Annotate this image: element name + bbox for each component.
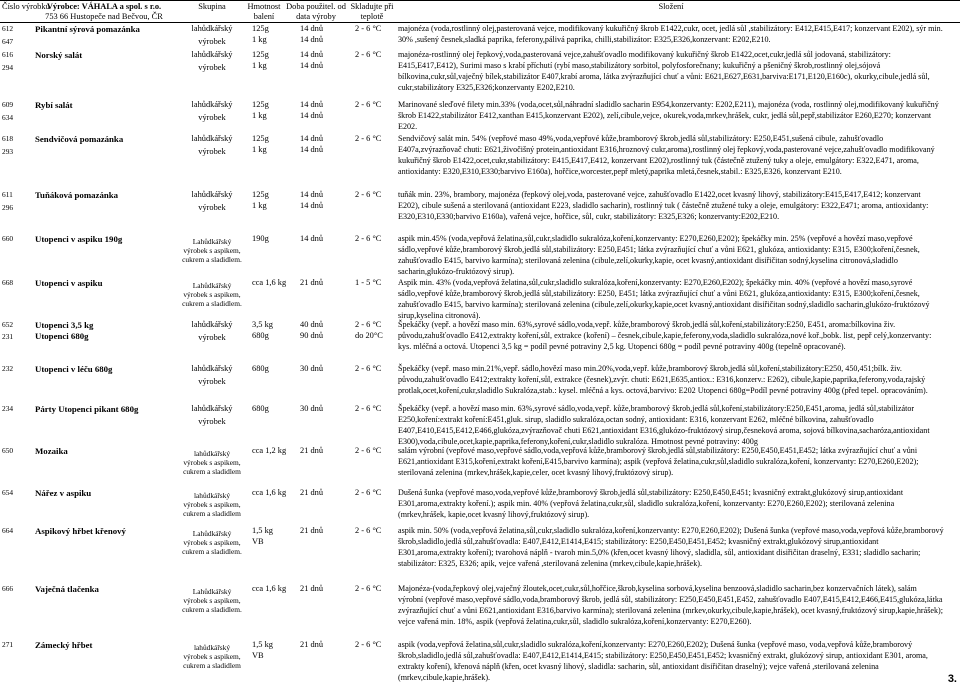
- product-storage-temp: 2 - 6 °C: [355, 24, 382, 33]
- product-storage-temp: 2 - 6 °C: [355, 234, 382, 243]
- product-ingredients: Špekáčky (vepř. maso min.21%,vepř. sádlo,hovězí maso min.20%,voda,vepř. kůže,bramborový škrob,jedlá sůl,koření,stabilizátory:E250, 450,451;bílk. živ. původu,zahušťovadlo E412;extrakty koření,sůl, extrakce (česnek),zvýr. chuti: E621,E635,antiox.: E316,konzerv.: E262), cibule,kapie,paprika,feferony,voda,rajský protlak,ocet,koření,cukr,sladidlo Sukralóza,stab.: kysel. mléčná a kys. octová,barvivo: E202 Utopenci 680g=Podíl pevné potraviny 400g (před tepel. opracováním).: [398, 364, 928, 395]
- product-ingredients: Špekáčky (vepř. a hovězí maso min. 63%,syrové sádlo,voda,vepř. kůže,bramborový škrob,jedlá sůl,koření,stabilizátory:E250,E451,aroma, jedlá sůl,stabilizátor E250,koření:extrakt koření:E451,gluk. sirup, sladidlo sukralóza,octan sodný, antioxidant: E316, konzervant E262, mléčné bílkovina, zahušťovadlo E407,E410,E415,E412,E466,glukóza,zvýrazňovač chuti E621,antioxidant E316,glukózo-fruktózový sirup,česneková aroma, sojová bílkovina,sacharóza,antioxidant E300),voda,cibule,ocet,kapie,paprika,feferony,koření,cukr,sladidlo sukralóza. Hmotnost pevné potraviny: 400g: [398, 404, 930, 446]
- product-code: 231: [2, 332, 14, 341]
- product-group: výrobek s aspikem,: [183, 458, 241, 467]
- product-code: 666: [2, 584, 14, 593]
- product-name: Pikantní sýrová pomazánka: [35, 24, 140, 34]
- product-group: výrobek s aspikem,: [183, 290, 241, 299]
- product-code: 611: [2, 190, 13, 199]
- product-group: Lahůdkářský: [192, 237, 232, 246]
- product-code: 652: [2, 320, 14, 329]
- product-name: Utopenci v léču 680g: [35, 364, 113, 374]
- product-weight: 1 kg: [252, 111, 267, 120]
- product-ingredients: Sendvičový salát min. 54% (vepřové maso 49%,voda,vepřové kůže,bramborový škrob,jedlá sůl,stabilizátory: E250,E451,sušená cibule, zahušťovadlo E407a,zvýrazňovač chuti: E621,živočišný protein,antioxidant E316,hroznový cukr,aroma),rostlinný olej řepkový,voda,pasterované vejce,zahušťovadlo modifikovaný kukuřičný škrob E1422,ocet,cukr,stabilizátory: E415,E417,E412, konzervant E202),rostlinný tuk (částečně ztužený tuky a oleje, emulgátory: E322,E471, aroma, antioxidanty: E320,E310,E330;barvivo E160a), hořčice,worcester,pepř mletý,paprika mletá,česnek,stabil.: E325,E326, konzervant E210.: [398, 134, 935, 176]
- header-code: Číslo výrobku: [2, 2, 50, 11]
- product-name: Sendvičová pomazánka: [35, 134, 124, 144]
- product-group: výrobek: [198, 63, 226, 72]
- product-weight: 1 kg: [252, 61, 267, 70]
- product-group: lahůdkářský: [193, 449, 231, 458]
- product-code: 616: [2, 50, 14, 59]
- product-group: lahůdkářský: [191, 190, 233, 199]
- product-name: Tuňáková pomazánka: [35, 190, 119, 200]
- product-name: Utopenci v aspiku 190g: [35, 234, 123, 244]
- product-shelf-life: 14 dnů: [300, 111, 324, 120]
- product-group: cukrem a sladidlem: [183, 509, 241, 518]
- product-shelf-life: 21 dnů: [300, 446, 324, 455]
- product-group: výrobek: [198, 417, 226, 426]
- page-number: 3.: [947, 673, 957, 685]
- header-bottom-rule: [0, 22, 960, 23]
- product-storage-temp: 2 - 6 °C: [355, 526, 382, 535]
- product-weight: 680g: [252, 404, 269, 413]
- product-code: 668: [2, 278, 14, 287]
- product-weight: 125g: [252, 24, 269, 33]
- product-weight: 1 kg: [252, 35, 267, 44]
- product-group: výrobek s aspikem,: [183, 246, 241, 255]
- product-group: výrobek: [198, 113, 226, 122]
- product-ingredients: Majonéza-(voda,řepkový olej,vaječný žloutek,ocet,cukr,sůl,hořčice,škrob,kyselina sorbová,kyselina benzoová,sladidlo sacharin,bez konzervačních látek), salám výrobní (vepřové maso,vepřové sádlo,voda,bramborový škrob, jedlá sůl, stabilizátory: E250,E450,E451,E452, zahušťovadlo E407,E415,E412,E466,E415,glukóza,látka zvýrazňující chuť a vůni E621,antioxidant E316,barvivo karmína); sterilovaná zelenina (mrkev,okurky,cibule,kapie,hrášek), ocet kvasný,fruktózový sirup,kapie,hrášek); vejce vařená min. 18%, aspik (vepřová želatina,cukr,sůl, sladidlo sukralóza,koření,konzervanty: E270,E260).: [398, 584, 943, 626]
- product-shelf-life: 21 dnů: [300, 278, 324, 287]
- product-storage-temp: 2 - 6 °C: [355, 584, 382, 593]
- header-group: Skupina: [198, 2, 226, 11]
- product-weight: 125g: [252, 100, 269, 109]
- product-group: cukrem a sladidlem.: [182, 299, 242, 308]
- product-shelf-life: 21 dnů: [300, 584, 324, 593]
- product-shelf-life: 14 dnů: [300, 145, 324, 154]
- product-code: 234: [2, 404, 14, 413]
- product-group: výrobek: [198, 377, 226, 386]
- product-group: lahůdkářský: [191, 364, 233, 373]
- product-storage-temp: 2 - 6 °C: [355, 488, 382, 497]
- product-ingredients: Dušená šunka (vepřové maso,voda,vepřové kůže,bramborový škrob,jedlá sůl,stabilizátory: E250,E450,E451; kvasničný extrakt,glukózový sirup,antioxidant E301,aroma,extrakty koření.); aspik min. 40% (vepřová želatina,cukr,sůl, sladidlo sukralóza,koření, konzervanty: E270,E260,E202); sterilovaná zelenina (mrkev,hrášek, kapie,ocet kvasný lihový,fruktózový sirup).: [398, 488, 904, 519]
- product-shelf-life: 14 dnů: [300, 35, 324, 44]
- product-shelf-life: 14 dnů: [300, 100, 324, 109]
- product-weight: 680g: [252, 331, 269, 340]
- product-weight: 125g: [252, 134, 269, 143]
- product-shelf-life: 14 dnů: [300, 50, 324, 59]
- product-code: 293: [2, 147, 14, 156]
- header-weight: Hmotnost balení: [247, 2, 281, 21]
- product-weight: cca 1,6 kg: [252, 584, 287, 593]
- product-name: Utopenci 3,5 kg: [35, 320, 94, 330]
- product-shelf-life: 14 dnů: [300, 190, 324, 199]
- product-group: lahůdkářský: [191, 320, 233, 329]
- product-weight: 125g: [252, 50, 269, 59]
- product-weight: 3,5 kg: [252, 320, 273, 329]
- header-storage: Skladujte při teplotě: [350, 2, 394, 21]
- product-ingredients: aspik min. 50% (voda,vepřová želatina,sůl,cukr,sladidlo sukralóza,koření,konzervanty: E270,E260,E202); Dušená šunka (vepřové maso,voda,vepřová kůže,bramborový škrob,sladidlo,jedlá sůl,zahušťovadla: E407,E412,E1414,E415; stabilizátory: E250,E450,E451,E452; kvasničný extrakt,glukózový sirup,antioxidant E301,aroma,extrakty koření); tvarohová náplň - tvaroh min.5,0% (křen,ocet kvasný lihový, sladidla, sůl, antioxidant disiřičitan draselný, E331; sladidlo sacharin; stabilizátor: E325, E326; apik, vejce vařená ,sterilovaná zelenina (mrkev,cibule,kapie,hrášek).: [398, 526, 944, 568]
- product-storage-temp: 2 - 6 °C: [355, 404, 382, 413]
- product-group: Lahůdkářský: [192, 281, 232, 290]
- product-code: 609: [2, 100, 14, 109]
- product-group: výrobek s aspikem,: [183, 596, 241, 605]
- product-group: lahůdkářský: [191, 100, 233, 109]
- product-shelf-life: 14 dnů: [300, 61, 324, 70]
- product-shelf-life: 21 dnů: [300, 526, 324, 535]
- product-code: 650: [2, 446, 14, 455]
- product-name: Utopenci v aspiku: [35, 278, 103, 288]
- product-shelf-life: 21 dnů: [300, 488, 324, 497]
- product-group: cukrem a sladidlem.: [182, 255, 242, 264]
- product-shelf-life: 14 dnů: [300, 234, 324, 243]
- product-code: 647: [2, 37, 14, 46]
- product-group: cukrem a sladidlem.: [182, 605, 242, 614]
- product-weight: 1 kg: [252, 201, 267, 210]
- product-group: cukrem a sladidlem.: [182, 547, 242, 556]
- product-group: výrobek s aspikem,: [183, 538, 241, 547]
- product-name: Párty Utopenci pikant 680g: [35, 404, 139, 414]
- product-group: výrobek: [198, 147, 226, 156]
- product-group: Lahůdkářský: [192, 529, 232, 538]
- product-ingredients: majonéza-rostlinný olej řepkový,voda,pasterovaná vejce,zahušťovadlo modifikovaný kukuřičný škrob E1422,ocet,cukr,jedlá sůl jodovaná, stabilizátory: E415,E417,E412), Surimi maso s krabí příchutí (rybí maso,stabilizátory sorbitol, polyfosforečnany; kukuřičný a pšeničný škrob,rostlinný olej,sójová bílkovina,cukr,sůl,vaječný bílek,stabilizátor E407,krabí aroma, látka zvýrazňující chuť a vůni: E621,E627,E631,barviva:E171,E120,E160c), okurky,cibule,jedlá sůl, cukr,stabilizátory E325,E326;konzervanty E202,E210.: [398, 50, 930, 92]
- product-shelf-life: 90 dnů: [300, 331, 324, 340]
- product-group: lahůdkářský: [191, 404, 233, 413]
- product-storage-temp: 2 - 6 °C: [355, 364, 382, 373]
- product-storage-temp: 2 - 6 °C: [355, 190, 382, 199]
- product-name: Rybí salát: [35, 100, 73, 110]
- product-name: Mozaika: [35, 446, 68, 456]
- product-ingredients: aspik min.45% (voda,vepřová želatina,sůl,cukr,sladidlo sukralóza,koření,konzervanty: E270,E260,E202); špekáčky min. 25% (vepřové a hovězí maso,vepřové sádlo,vepřové kůže,bramborový škrob,jedlá sůl,stabilizátory: E250,E451; látka zvýrazňující chuť a vůni E621, glukóza, antioxidanty: E315, E300;koření,česnek, zahušťovadlo E415, barvivo karmína); sterilovaná zelenina (cibule,zelí,okurky,kapie, ocet kvasný,antioxidant disiřičitan sodný,kyselina citronová,sladidlo sacharin,glukózo-fruktózový sirup).: [398, 234, 920, 276]
- product-name: Utopenci 680g: [35, 331, 89, 341]
- product-weight: 1,5 kg: [252, 526, 273, 535]
- product-ingredients: tuňák min. 23%, brambory, majonéza (řepkový olej,voda, pasterované vejce, zahušťovadlo E1422,ocet kvasný lihový, stabilizátory:E415,E417,E412; konzervant E202), cibule sušená a sterilovaná (antioxidant E223, sladidlo sacharin), rostlinný tuk ( částečně ztužené tuky a oleje, emulgátory: E322,E471; aroma, antioxidanty: E320,E310,E330;barvivo E160a), vařená vejce, hořčice, sůl, cukr, stabilizátory: E325,E326; konzervanty:E202,E210.: [398, 190, 929, 221]
- header-supplier: Výrobce: VÁHALA a spol. s r.o. 753 66 Hustopeče nad Bečvou, ČR: [45, 2, 163, 21]
- product-code: 294: [2, 63, 14, 72]
- product-code: 618: [2, 134, 14, 143]
- product-shelf-life: 21 dnů: [300, 640, 324, 649]
- product-weight: cca 1,2 kg: [252, 446, 287, 455]
- product-group: lahůdkářský: [193, 491, 231, 500]
- product-group: výrobek: [198, 333, 226, 342]
- product-code: 634: [2, 113, 14, 122]
- product-code: 612: [2, 24, 14, 33]
- product-storage-temp: 2 - 6 °C: [355, 50, 382, 59]
- product-shelf-life: 14 dnů: [300, 134, 324, 143]
- product-code: 296: [2, 203, 14, 212]
- product-ingredients: salám výrobní (vepřové maso,vepřové sádlo,voda,vepřová kůže,bramborový škrob,jedlá sůl,stabilizátory: E250,E450,E451,E452; látka zvýrazňující chuť a vůni E621,antioxidant E315,koření,extrakt koření,E415,barvivo karmína); aspik (vepřová želatina,cukr,sůl,sladidlo sukralóza,koření, konzervanty: E270,E260,E202); sterilovaná zelenina (mrkev,hrášek,kapie,celer, ocet kvasný lihový,fruktózový sirup).: [398, 446, 919, 477]
- product-storage-temp: 2 - 6 °C: [355, 446, 382, 455]
- product-group: výrobek: [198, 37, 226, 46]
- product-storage-temp: 2 - 6 °C: [355, 640, 382, 649]
- product-storage-temp: 2 - 6 °C: [355, 320, 382, 329]
- product-name: Norský salát: [35, 50, 83, 60]
- product-weight: cca 1,6 kg: [252, 488, 287, 497]
- product-storage-temp: 2 - 6 °C: [355, 100, 382, 109]
- product-weight: cca 1,6 kg: [252, 278, 287, 287]
- product-code: 271: [2, 640, 14, 649]
- product-group: výrobek: [198, 203, 226, 212]
- product-group: lahůdkářský: [191, 134, 233, 143]
- product-name: Aspikový hřbet křenový: [35, 526, 126, 536]
- product-code: 232: [2, 364, 14, 373]
- product-group: lahůdkářský: [191, 24, 233, 33]
- product-weight: 1,5 kg: [252, 640, 273, 649]
- product-group: cukrem a sladidlem: [183, 661, 241, 670]
- header-top-rule: [0, 0, 960, 1]
- product-name: Vaječná tlačenka: [35, 584, 99, 594]
- product-ingredients: Marinované sleďové filety min.33% (voda,ocet,sůl,náhradní sladidlo sacharin E954,konzervanty: E202,E211), majonéza (voda, rostlinný olej,modifikovaný kukuřičný škrob E1422,stabilizátor E412,xanthan E415,konzervant E202), zelí,cibule,vejce, okurek,voda,mrkev,hrášek, cukr, jedlá sůl,pepř,stabilizátor E260,E270; konzervant E202.: [398, 100, 939, 131]
- product-weight: VB: [252, 651, 264, 660]
- product-weight: 1 kg: [252, 145, 267, 154]
- product-shelf-life: 40 dnů: [300, 320, 324, 329]
- product-shelf-life: 30 dnů: [300, 364, 324, 373]
- product-group: výrobek s aspikem,: [183, 500, 241, 509]
- product-group: výrobek s aspikem,: [183, 652, 241, 661]
- product-shelf-life: 30 dnů: [300, 404, 324, 413]
- product-ingredients: Aspik min. 43% (voda,vepřová želatina,sůl,cukr,sladidlo sukralóza,koření,konzervanty: E270,E260,E202); špekáčky min. 40% (vepřové a hovězí maso,syrové sádlo,vepřové kůže,bramborový škrob,jedlá sůl,stabilizátory: E250, E451; látka zvýrazňující chuť a vůni E621, glukóza,antioxidanty: E315, E300;koření,česnek, zahušťovadlo E415, barvivo karmína); sterilovaná zelenina (cibule,zelí,okurky,kapie,ocet kvasný,antioxidant disiřičitan sodný,sladidlo sacharin,glukózo-fruktózový sirup,kyselina citronová).: [398, 278, 930, 320]
- product-ingredients: Špekáčky (vepř. a hovězí maso min. 63%,syrové sádlo,voda,vepř. kůže,bramborový škrob,jedlá sůl,koření,stabilizátory:E250, E451, aroma:bílkovina živ. původu,zahušťovadlo E412,extrakty koření,sůl, extrakce (koření) – česnek,cibule,kapie,feferony,voda,sladidlo sukralóza,nové koř.,bobk. list, pepř celý,konzervanty: kys. mléčná a octová. Utopenci 3,5 kg = podíl pevné potraviny 2,5 kg. Utopenci 680g = podíl pevné potraviny 400g (tepelně opracované).: [398, 320, 932, 351]
- product-code: 664: [2, 526, 14, 535]
- product-ingredients: aspik (voda,vepřová želatina,sůl,cukr,sladidlo sukralóza,koření,konzervanty: E270,E260,E202); Dušená šunka (vepřové maso, voda,vepřová kůže,bramborový škrob,sladidlo,jedlá sůl,zahušťovadla: E407,E412,E1414,E415; stabilizátory: E250,E450,E451,E452; kvasničný extrakt, glukózový sirup, antioxidant E301, aroma, extrakty koření), křenová náplň (křen, ocet kvasný lihový, sladidla: sacharin, sůl, antioxidant disiřičitan draselný); vejce vařená ,sterilovaná zelenina (mrkev,cibule,kapie,hrášek).: [398, 640, 928, 682]
- product-ingredients: majonéza (voda,rostlinný olej,pasterovaná vejce, modifikovaný kukuřičný škrob E1422,cukr, ocet, jedlá sůl ,stabilizátory: E412,E415,E417; konzervant E202), sýr min. 30% ,sušený česnek,sladká paprika, feferony,pálivá paprika, chilli,stabilizátor: E325,E326,konzervant: E202,E210.: [398, 24, 943, 44]
- product-group: lahůdkářský: [193, 643, 231, 652]
- product-code: 660: [2, 234, 14, 243]
- product-weight: 125g: [252, 190, 269, 199]
- product-weight: VB: [252, 537, 264, 546]
- header-shelf-life: Doba použitel. od data výroby: [286, 2, 346, 21]
- product-storage-temp: 2 - 6 °C: [355, 134, 382, 143]
- product-weight: 190g: [252, 234, 269, 243]
- product-group: lahůdkářský: [191, 50, 233, 59]
- product-storage-temp: do 20°C: [355, 331, 383, 340]
- product-group: cukrem a sladidlem: [183, 467, 241, 476]
- product-code: 654: [2, 488, 14, 497]
- product-name: Zámecký hřbet: [35, 640, 93, 650]
- product-shelf-life: 14 dnů: [300, 201, 324, 210]
- product-shelf-life: 14 dnů: [300, 24, 324, 33]
- product-weight: 680g: [252, 364, 269, 373]
- product-group: Lahůdkářský: [192, 587, 232, 596]
- product-name: Nářez v aspiku: [35, 488, 92, 498]
- product-storage-temp: 1 - 5 °C: [355, 278, 382, 287]
- header-ingredients: Složení: [658, 2, 684, 11]
